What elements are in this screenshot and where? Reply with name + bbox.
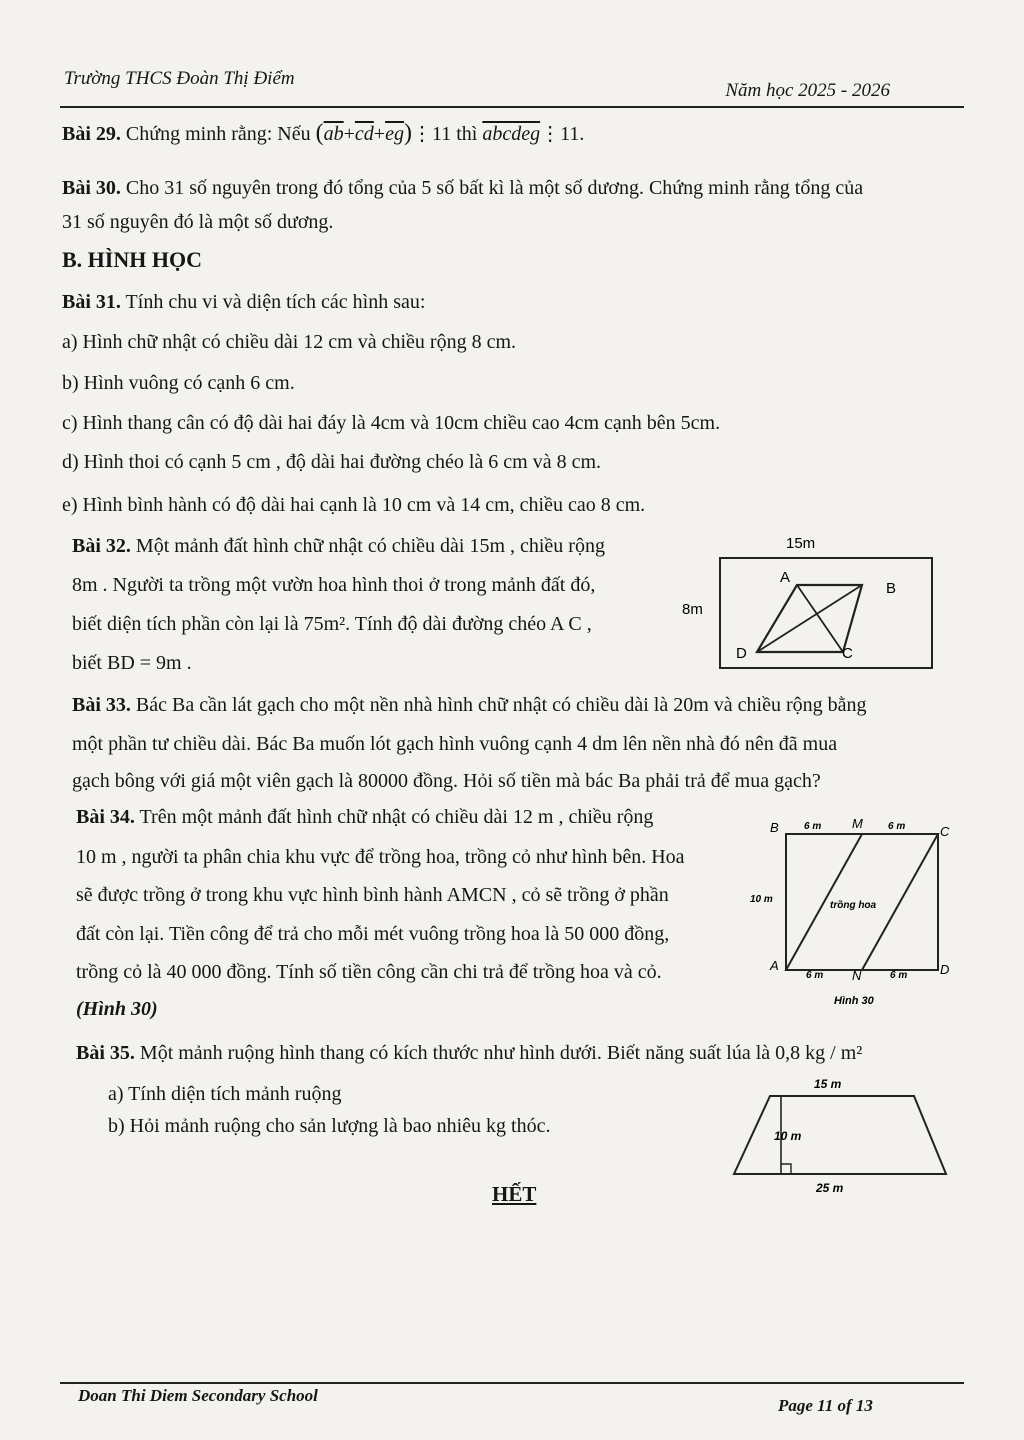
problem-35-a: a) Tính diện tích mảnh ruộng	[108, 1083, 342, 1105]
problem-29: Bài 29. Chứng minh rằng: Nếu $(\overline{ab}+\overline{cd}+\overline{eg})⋮11$ thì abcdeg⋮11.	[62, 120, 585, 146]
problem-32-line-1: Bài 32. Một mảnh đất hình chữ nhật có chiều dài 15m , chiều rộng	[72, 535, 605, 557]
problem-34-figure-ref: (Hình 30)	[76, 998, 158, 1020]
problem-29-ab: $\overline{ab}$	[323, 123, 344, 145]
problem-35-label: Bài 35.	[76, 1042, 135, 1064]
fig30-bottom-left-length: 6 m	[806, 970, 824, 981]
figure-30-parallelogram	[748, 812, 958, 1012]
problem-33-line-2: một phần tư chiều dài. Bác Ba muốn lót gạch hình vuông cạnh 4 dm lên nền nhà đó nên đã mua	[72, 733, 838, 755]
footer-rule	[60, 1382, 964, 1384]
problem-31-e: e) Hình bình hành có độ dài hai cạnh là 10 cm và 14 cm, chiều cao 8 cm.	[62, 494, 646, 516]
problem-33-label: Bài 33.	[72, 694, 131, 716]
problem-32-line-3: biết diện tích phần còn lại là 75m². Tính độ dài đường chéo A C ,	[72, 613, 592, 635]
problem-30-line-2: 31 số nguyên đó là một số dương.	[62, 211, 334, 233]
problem-30-line-1: Bài 30. Cho 31 số nguyên trong đó tổng của 5 số bất kì là một số dương. Chứng minh rằng tổng của	[62, 177, 864, 199]
problem-29-text-1: Chứng minh rằng: Nếu	[125, 123, 316, 145]
fig35-right-angle-mark	[781, 1164, 791, 1174]
problem-31-intro: Bài 31. Tính chu vi và diện tích các hình sau:	[62, 291, 426, 313]
fig30-top-right-length: 6 m	[888, 821, 906, 832]
problem-31-c: c) Hình thang cân có độ dài hai đáy là 4cm và 10cm chiều cao 4cm cạnh bên 5cm.	[62, 412, 721, 434]
problem-33-line-1: Bài 33. Bác Ba cần lát gạch cho một nền nhà hình chữ nhật có chiều dài là 20m và chiều rộng bằng	[72, 694, 867, 716]
header-rule	[60, 106, 964, 108]
fig35-top-length: 15 m	[814, 1077, 842, 1091]
fig35-trapezoid	[734, 1096, 946, 1174]
header-school-year: Năm học 2025 - 2026	[725, 80, 890, 101]
problem-32-line-4: biết BD = 9m .	[72, 652, 192, 674]
problem-34-label: Bài 34.	[76, 806, 135, 828]
problem-31-label: Bài 31.	[62, 291, 121, 313]
fig30-vertex-d: D	[940, 962, 950, 977]
problem-35-intro: Bài 35. Một mảnh ruộng hình thang có kích thước như hình dưới. Biết năng suất lúa là 0,8 kg / m²	[76, 1042, 863, 1064]
fig30-top-left-length: 6 m	[804, 821, 822, 832]
problem-29-label: Bài 29.	[62, 123, 121, 145]
problem-31-b: b) Hình vuông có cạnh 6 cm.	[62, 372, 295, 394]
fig32-vertex-b: B	[886, 580, 897, 597]
problem-29-eg: $\overline{eg}$	[385, 123, 404, 145]
section-heading-geometry: B. HÌNH HỌC	[62, 247, 202, 272]
fig35-height-label: 10 m	[774, 1129, 802, 1143]
fig30-height-label: 10 m	[750, 894, 773, 905]
problem-32-label: Bài 32.	[72, 535, 131, 557]
fig32-width-label: 8m	[682, 601, 703, 618]
fig30-vertex-n: N	[852, 968, 862, 983]
problem-30-label: Bài 30.	[62, 177, 121, 199]
fig30-vertex-a: A	[770, 958, 779, 973]
problem-31-a: a) Hình chữ nhật có chiều dài 12 cm và chiều rộng 8 cm.	[62, 331, 517, 353]
problem-32-line-2: 8m . Người ta trồng một vườn hoa hình thoi ở trong mảnh đất đó,	[72, 574, 596, 596]
problem-29-text-2: 11 thì	[431, 123, 483, 145]
problem-34-line-3: sẽ được trồng ở trong khu vực hình bình hành AMCN , cỏ sẽ trồng ở phần	[76, 884, 669, 906]
problem-34-line-1: Bài 34. Trên một mảnh đất hình chữ nhật có chiều dài 12 m , chiều rộng	[76, 806, 654, 828]
fig32-diagonal-ac	[797, 585, 843, 652]
fig35-bottom-length: 25 m	[816, 1181, 844, 1195]
fig32-length-label: 15m	[786, 535, 816, 552]
fig30-vertex-c: C	[940, 824, 950, 839]
fig30-bottom-right-length: 6 m	[890, 970, 908, 981]
problem-34-line-2: 10 m , người ta phân chia khu vực để trồng hoa, trồng cỏ như hình bên. Hoa	[76, 846, 685, 868]
problem-34-line-4: đất còn lại. Tiền công để trả cho mỗi mét vuông trồng hoa là 50 000 đồng,	[76, 923, 670, 945]
figure-rhombus-in-rectangle	[680, 528, 950, 688]
fig30-caption: Hình 30	[834, 995, 874, 1007]
problem-33-line-3: gạch bông với giá một viên gạch là 80000 đồng. Hỏi số tiền mà bác Ba phải trả để mua gạch?	[72, 770, 821, 792]
figure-trapezoid-field	[726, 1074, 956, 1196]
problem-34-line-5: trồng cỏ là 40 000 đồng. Tính số tiền công cần chi trả để trồng hoa và cỏ.	[76, 961, 662, 983]
problem-35-b: b) Hỏi mảnh ruộng cho sản lượng là bao nhiêu kg thóc.	[108, 1115, 551, 1137]
footer-school: Doan Thi Diem Secondary School	[78, 1386, 318, 1405]
fig32-vertex-a: A	[780, 569, 791, 586]
fig30-vertex-b: B	[770, 820, 779, 835]
problem-29-abcdeg: abcdeg	[482, 123, 541, 145]
header-school: Trường THCS Đoàn Thị Điểm	[64, 68, 295, 89]
fig32-vertex-d: D	[736, 645, 747, 662]
footer-page-number: Page 11 of 13	[778, 1396, 873, 1415]
fig32-vertex-c: C	[842, 645, 853, 662]
problem-29-text-3: 11.	[560, 123, 585, 145]
end-marker: HẾT	[492, 1182, 537, 1206]
fig30-vertex-m: M	[852, 816, 863, 831]
problem-29-cd: $\overline{cd}$	[354, 123, 374, 145]
problem-31-d: d) Hình thoi có cạnh 5 cm , độ dài hai đường chéo là 6 cm và 8 cm.	[62, 451, 602, 473]
fig30-region-label: trồng hoa	[830, 900, 877, 911]
